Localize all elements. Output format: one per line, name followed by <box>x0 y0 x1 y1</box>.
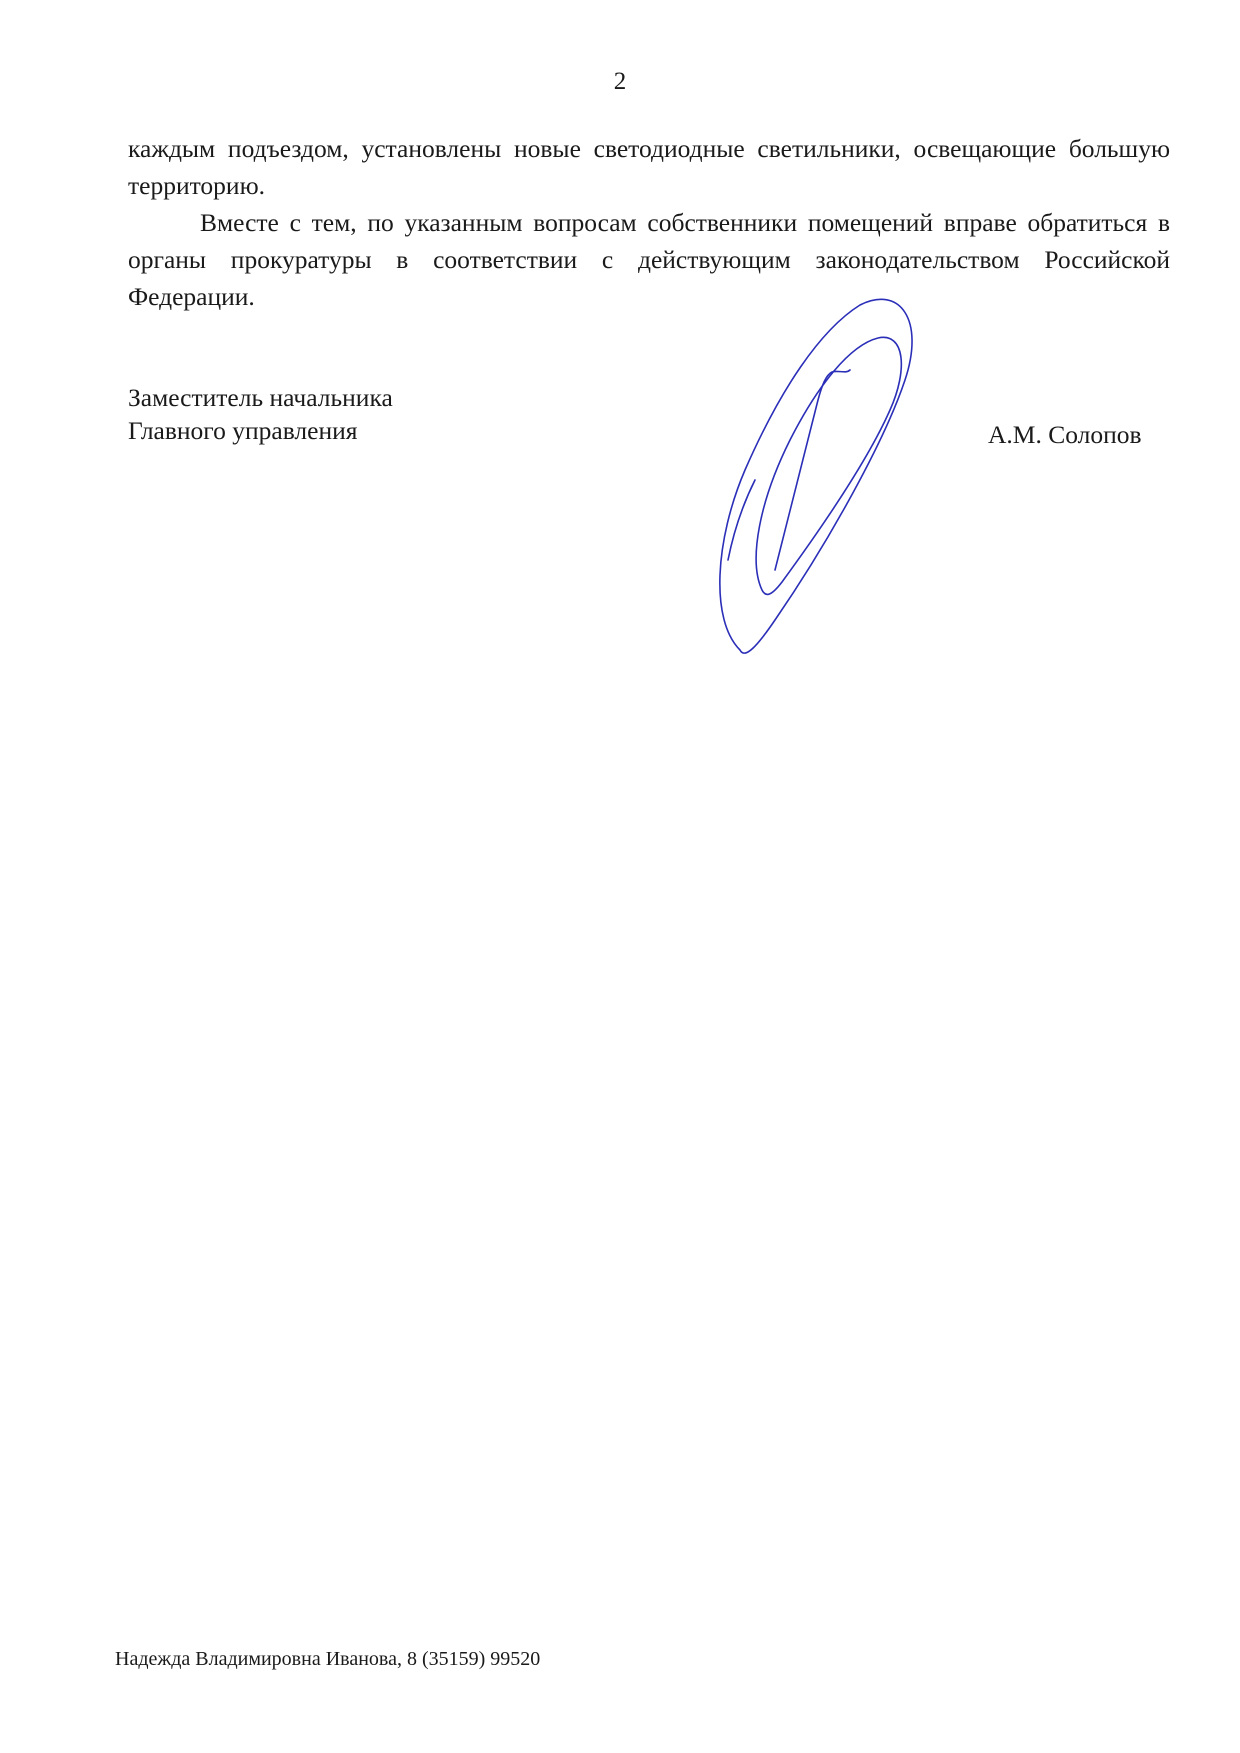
signature-stroke <box>728 480 755 560</box>
signer-name: А.М. Солопов <box>988 420 1142 449</box>
page-number: 2 <box>613 68 627 95</box>
executor-contact: Надежда Владимировна Иванова, 8 (35159) 99520 <box>115 1648 541 1670</box>
letter-body <box>128 130 1170 315</box>
signer-position-line: Главного управления <box>128 416 358 445</box>
signer-position <box>128 381 393 447</box>
body-paragraph: Вместе с тем, по указанным вопросам собственники помещений вправе обратиться в органы прокуратуры в соответствии с действующим законодательством Российской Федерации. <box>128 208 1170 311</box>
body-paragraph: каждым подъездом, установлены новые светодиодные светильники, освещающие большую территорию. <box>128 134 1170 200</box>
signer-position-line: Заместитель начальника <box>128 383 393 412</box>
signature-stroke <box>720 299 912 653</box>
handwritten-signature <box>700 290 940 670</box>
